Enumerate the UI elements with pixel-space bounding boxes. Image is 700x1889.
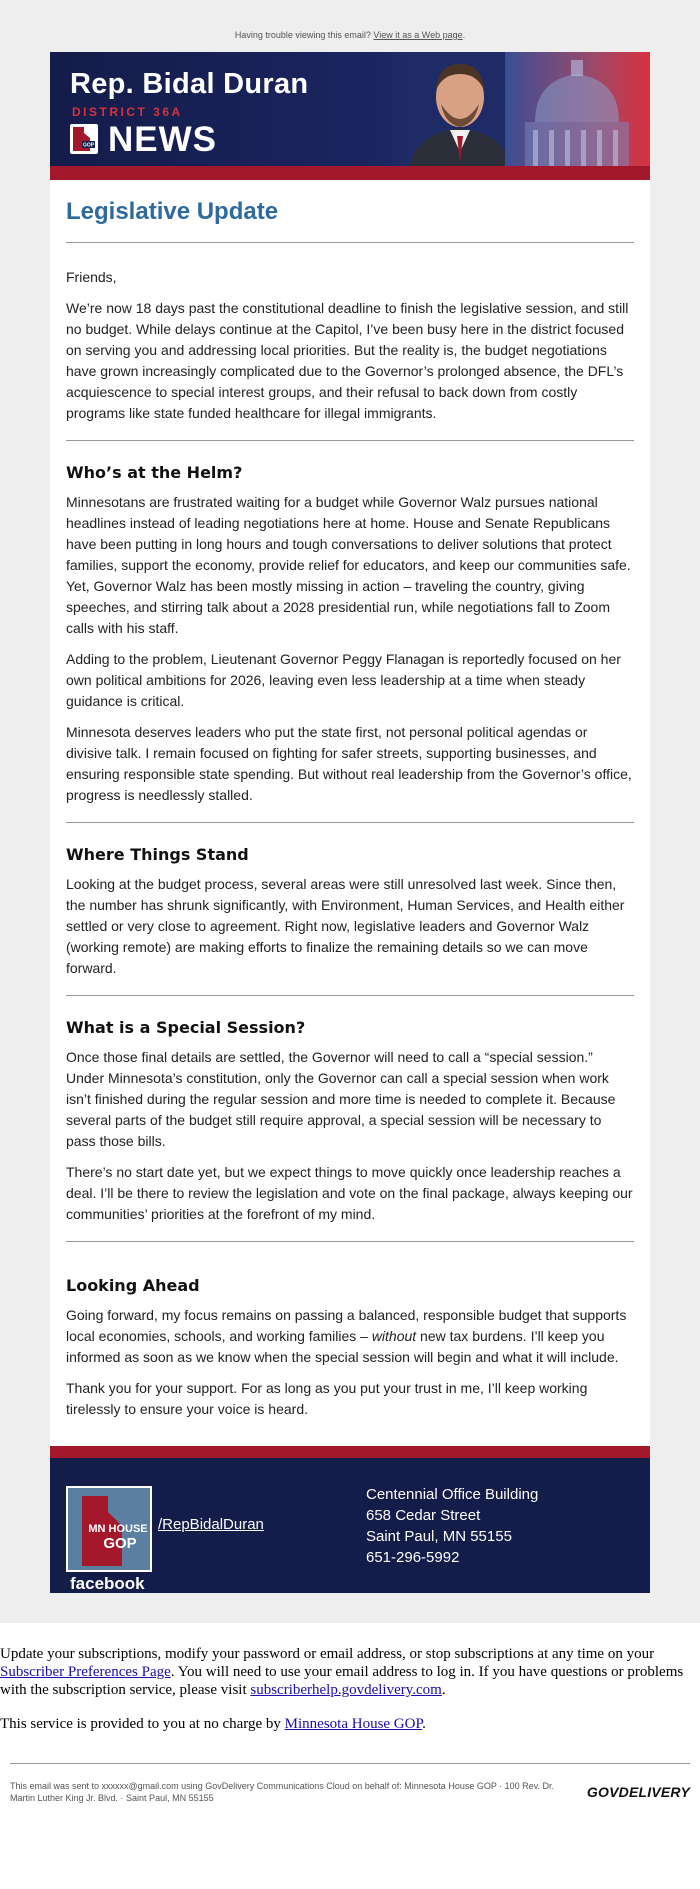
looking-ahead-paragraph — [66, 1305, 634, 1368]
subscription-paragraph — [0, 1645, 700, 1699]
capitol-dome-image — [505, 52, 650, 166]
preheader — [0, 30, 700, 52]
office-address — [366, 1484, 538, 1568]
main-content — [50, 180, 650, 1446]
govdelivery-logo-icon[interactable]: GOVDELIVERY — [586, 1784, 690, 1800]
greeting: Friends, — [66, 269, 117, 285]
address-line: Centennial Office Building — [366, 1486, 539, 1503]
section-paragraph: Minnesotans are frustrated waiting for a budget while Governor Walz pursues national headlines instead of leading negotiations here at home. House and Senate Republicans have been putting in long hours and tough conversations to deliver solutions that protect families, support the economy, provide relief for educators, and keep our communities safe. Yet, Governor Walz has been mostly missing in action – traveling the country, giving speeches, and stirring talk about a 2028 presidential run, while negotiations fall to Zoom calls with his staff. — [66, 494, 631, 636]
text-run: . You will need to use your email address to log in. If you have questions or problems with the subscription service, please visit — [0, 1664, 684, 1698]
mn-house-gop-logo-icon[interactable] — [66, 1486, 152, 1572]
section-paragraph: Looking at the budget process, several areas were still unresolved last week. Since then, the number has shrunk significantly, with Environment, Human Services, and Health either settled or very close to agreement. Right now, legislative leaders and Governor Walz (working remote) are making efforts to finalize the remaining details so we can move forward. — [66, 876, 625, 976]
thank-you-paragraph: Thank you for your support. For as long as you put your trust in me, I’ll keep working tirelessly to ensure your voice is heard. — [66, 1380, 588, 1417]
text-run: . — [422, 1716, 426, 1732]
section-paragraph: There’s no start date yet, but we expect things to move quickly once leadership reaches a deal. I’ll be there to review the legislation and vote on the final package, always keeping our communities’ priorities at the forefront of my mind. — [66, 1164, 633, 1222]
phone-number: 651-296-5992 — [366, 1549, 460, 1566]
logo-line-1: MN HOUSE — [88, 1523, 148, 1535]
subscription-info — [0, 1623, 700, 1733]
banner-red-stripe — [50, 166, 650, 180]
preheader-text: Having trouble viewing this email? — [234, 30, 371, 40]
section-paragraph: Adding to the problem, Lieutenant Governor Peggy Flanagan is reportedly focused on her own political ambitions for 2026, leaving even less leadership at a time when steady guidance is critical. — [66, 651, 621, 709]
section-heading: Looking Ahead — [66, 1276, 200, 1295]
section-heading: What is a Special Session? — [66, 1018, 306, 1037]
footer-contact — [50, 1446, 650, 1593]
section-heading: Who’s at the Helm? — [66, 463, 243, 482]
minnesota-house-gop-link[interactable]: Minnesota House GOP — [284, 1716, 423, 1732]
section-looking-ahead — [66, 1242, 634, 1446]
text-run: Going forward, my focus remains on passing a balanced, responsible budget that supports local economies, schools, and working families – — [66, 1307, 627, 1344]
logo-line-2: GOP — [103, 1535, 137, 1552]
text-run: This service is provided to you at no charge by — [0, 1716, 285, 1732]
section-heading: Where Things Stand — [66, 845, 249, 864]
facebook-handle — [158, 1516, 264, 1533]
logo-label: GOP — [82, 142, 95, 149]
minnesota-gop-logo-icon — [70, 124, 98, 154]
section-whos-at-the-helm — [66, 441, 634, 822]
representative-name: Rep. Bidal Duran — [70, 68, 309, 100]
legal-footer — [0, 1764, 700, 1830]
section-special-session — [66, 996, 634, 1241]
section-where-things-stand — [66, 823, 634, 995]
address-line: 658 Cedar Street — [366, 1507, 481, 1524]
district-label: DISTRICT 36A — [72, 105, 183, 119]
view-web-page-link[interactable]: View it as a Web page — [373, 30, 463, 40]
preheader-suffix: . — [462, 30, 466, 40]
service-paragraph — [0, 1715, 700, 1733]
subscriber-preferences-link[interactable]: Subscriber Preferences Page — [0, 1664, 171, 1680]
representative-photo — [405, 52, 515, 166]
page-title: Legislative Update — [66, 198, 279, 225]
intro-section — [66, 243, 634, 440]
text-run: new tax burdens. I’ll keep you informed as soon as we know when the special session will begin and what it will include. — [66, 1328, 619, 1365]
email-card — [50, 52, 650, 1593]
intro-paragraph: We’re now 18 days past the constitutional deadline to finish the legislative session, and still no budget. While delays continue at the Capitol, I’ve been busy here in the district focused on serving you and addressing local priorities. But the reality is, the budget negotiations have grown increasingly complicated due to the Governor’s prolonged absence, the DFL’s acquiescence to special interest groups, and their refusal to back down from costly programs like state funded healthcare for illegal immigrants. — [66, 300, 629, 421]
legal-text: This email was sent to xxxxxx@gmail.com using GovDelivery Communications Cloud on behalf of: Minnesota House GOP · 100 Rev. Dr. Martin Luther King Jr. Blvd. · Saint Paul, MN 55155 — [10, 1781, 555, 1803]
text-run: Update your subscriptions, modify your password or email address, or stop subscriptions at any time on your — [0, 1646, 655, 1662]
address-line: Saint Paul, MN 55155 — [366, 1528, 512, 1545]
news-label: NEWS — [108, 120, 217, 159]
subscriber-help-link[interactable]: subscriberhelp.govdelivery.com — [250, 1682, 442, 1698]
section-paragraph: Once those final details are settled, the Governor will need to call a “special session.” Under Minnesota’s constitution, only the Governor can call a special session when work isn’t finished during the regular session and more time is needed to complete it. Because several parts of the budget still require approval, a special session will be necessary to pass those bills. — [66, 1049, 616, 1149]
header-banner — [50, 52, 650, 180]
emphasis: without — [371, 1328, 417, 1344]
facebook-handle-link[interactable]: /RepBidalDuran — [158, 1516, 264, 1533]
facebook-label[interactable]: facebook — [70, 1574, 145, 1593]
text-run: . — [441, 1682, 446, 1698]
section-paragraph: Minnesota deserves leaders who put the state first, not personal political agendas or divisive talk. I remain focused on fighting for safer streets, supporting businesses, and ensuring responsible state spending. But without real leadership from the Governor’s office, progress is needlessly stalled. — [66, 724, 632, 803]
